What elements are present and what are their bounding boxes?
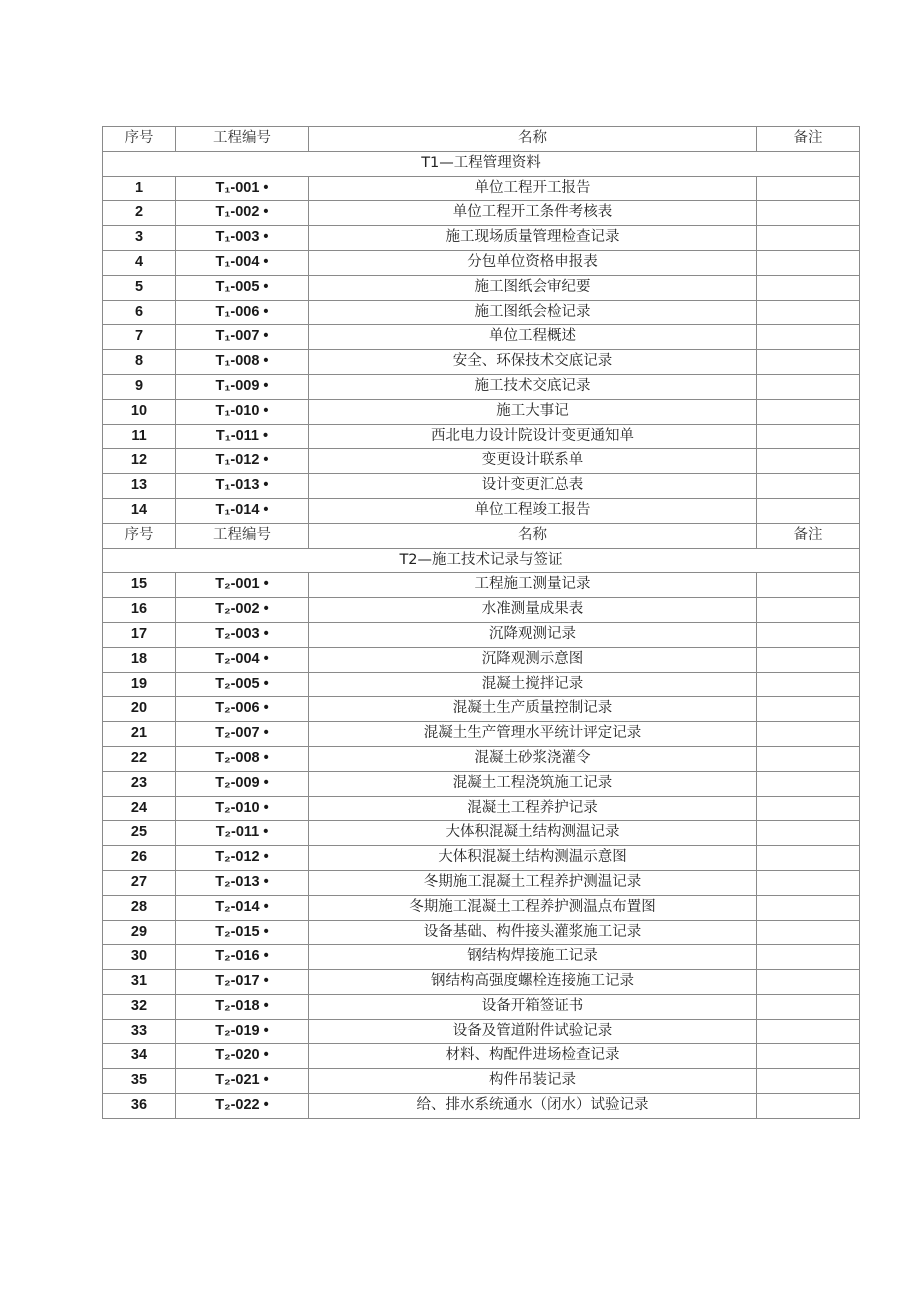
row-note xyxy=(757,622,860,647)
row-note xyxy=(757,1069,860,1094)
table-row xyxy=(103,970,860,995)
row-note xyxy=(757,250,860,275)
row-code-cell xyxy=(176,498,309,523)
row-code-cell xyxy=(176,771,309,796)
row-number: 23 xyxy=(103,771,176,796)
row-name: 施工大事记 xyxy=(309,399,757,424)
row-note xyxy=(757,201,860,226)
row-name: 工程施工测量记录 xyxy=(309,573,757,598)
table-row xyxy=(103,449,860,474)
bullet-mark: • xyxy=(263,1072,269,1089)
row-note xyxy=(757,895,860,920)
row-code-cell xyxy=(176,399,309,424)
table-row xyxy=(103,474,860,499)
row-code-cell xyxy=(176,250,309,275)
table-row xyxy=(103,300,860,325)
row-code-cell xyxy=(176,424,309,449)
row-code: T₂-013 xyxy=(215,873,260,890)
row-number: 8 xyxy=(103,350,176,375)
row-code: T₁-008 xyxy=(215,353,260,370)
table-row xyxy=(103,1069,860,1094)
row-code-cell xyxy=(176,573,309,598)
row-code: T₂-005 xyxy=(215,675,260,692)
row-note xyxy=(757,945,860,970)
bullet-mark: • xyxy=(263,774,269,791)
row-code-cell xyxy=(176,796,309,821)
row-number: 10 xyxy=(103,399,176,424)
row-name: 沉降观测记录 xyxy=(309,622,757,647)
row-code-cell xyxy=(176,374,309,399)
row-code-cell xyxy=(176,622,309,647)
row-code: T₁-003 xyxy=(215,229,260,246)
row-code: T₁-014 xyxy=(215,501,260,518)
row-code: T₂-003 xyxy=(215,625,260,642)
row-number: 31 xyxy=(103,970,176,995)
row-note xyxy=(757,1019,860,1044)
row-code: T₂-014 xyxy=(215,898,260,915)
row-name: 西北电力设计院设计变更通知单 xyxy=(309,424,757,449)
row-code: T₂-022 xyxy=(215,1097,260,1114)
table-row xyxy=(103,201,860,226)
row-code: T₁-011 xyxy=(215,427,259,444)
row-number: 7 xyxy=(103,325,176,350)
table-row xyxy=(103,771,860,796)
row-note xyxy=(757,498,860,523)
table-header-row xyxy=(103,127,860,152)
row-note xyxy=(757,870,860,895)
row-code: T₂-019 xyxy=(215,1022,260,1039)
row-name: 沉降观测示意图 xyxy=(309,647,757,672)
row-name: 冬期施工混凝土工程养护测温点布置图 xyxy=(309,895,757,920)
row-number: 25 xyxy=(103,821,176,846)
row-code: T₂-020 xyxy=(215,1047,260,1064)
bullet-mark: • xyxy=(263,179,269,196)
bullet-mark: • xyxy=(263,377,269,394)
bullet-mark: • xyxy=(263,1047,269,1064)
bullet-mark: • xyxy=(263,824,269,841)
row-code: T₁-012 xyxy=(215,452,260,469)
row-number: 18 xyxy=(103,647,176,672)
bullet-mark: • xyxy=(263,923,269,940)
section-title: T2—施工技术记录与签证 xyxy=(103,548,860,573)
row-name: 设备开箱签证书 xyxy=(309,994,757,1019)
row-note xyxy=(757,771,860,796)
row-code-cell xyxy=(176,895,309,920)
row-code: T₁-004 xyxy=(215,253,260,270)
row-name: 水准测量成果表 xyxy=(309,598,757,623)
row-number: 2 xyxy=(103,201,176,226)
column-header-name: 名称 xyxy=(309,523,757,548)
bullet-mark: • xyxy=(263,278,269,295)
row-code-cell xyxy=(176,176,309,201)
row-note xyxy=(757,399,860,424)
row-code: T₂-009 xyxy=(215,774,260,791)
row-code-cell xyxy=(176,300,309,325)
row-code-cell xyxy=(176,350,309,375)
row-code: T₁-007 xyxy=(215,328,260,345)
section-title-row xyxy=(103,151,860,176)
row-note xyxy=(757,994,860,1019)
row-code-cell xyxy=(176,201,309,226)
table-row xyxy=(103,250,860,275)
table-row xyxy=(103,325,860,350)
row-note xyxy=(757,1044,860,1069)
row-code-cell xyxy=(176,1094,309,1119)
row-code: T₁-002 xyxy=(215,204,260,221)
table-row xyxy=(103,746,860,771)
table-row xyxy=(103,399,860,424)
table-row xyxy=(103,350,860,375)
row-code-cell xyxy=(176,474,309,499)
table-row xyxy=(103,920,860,945)
row-code-cell xyxy=(176,697,309,722)
row-number: 34 xyxy=(103,1044,176,1069)
document-table xyxy=(102,126,860,1119)
row-code: T₂-018 xyxy=(215,997,260,1014)
row-number: 24 xyxy=(103,796,176,821)
row-number: 17 xyxy=(103,622,176,647)
bullet-mark: • xyxy=(263,973,269,990)
column-header-name: 名称 xyxy=(309,127,757,152)
row-code-cell xyxy=(176,275,309,300)
row-note xyxy=(757,275,860,300)
row-note xyxy=(757,374,860,399)
bullet-mark: • xyxy=(263,675,269,692)
row-code: T₂-007 xyxy=(215,725,260,742)
row-number: 3 xyxy=(103,226,176,251)
row-code: T₂-017 xyxy=(215,973,260,990)
row-code: T₂-002 xyxy=(215,601,260,618)
row-code-cell xyxy=(176,994,309,1019)
bullet-mark: • xyxy=(263,204,269,221)
row-name: 钢结构高强度螺栓连接施工记录 xyxy=(309,970,757,995)
table-row xyxy=(103,1019,860,1044)
table-row xyxy=(103,697,860,722)
row-code: T₂-004 xyxy=(215,650,260,667)
column-header-number: 序号 xyxy=(103,127,176,152)
row-name: 混凝土生产质量控制记录 xyxy=(309,697,757,722)
row-note xyxy=(757,350,860,375)
bullet-mark: • xyxy=(263,625,269,642)
row-code: T₂-001 xyxy=(215,576,260,593)
row-note xyxy=(757,300,860,325)
bullet-mark: • xyxy=(263,700,269,717)
row-code-cell xyxy=(176,226,309,251)
table-row xyxy=(103,374,860,399)
row-number: 1 xyxy=(103,176,176,201)
row-code-cell xyxy=(176,1019,309,1044)
bullet-mark: • xyxy=(263,898,269,915)
row-name: 设备基础、构件接头灌浆施工记录 xyxy=(309,920,757,945)
row-number: 11 xyxy=(103,424,176,449)
row-code: T₂-012 xyxy=(215,849,260,866)
row-note xyxy=(757,1094,860,1119)
row-code: T₁-006 xyxy=(215,303,260,320)
row-code-cell xyxy=(176,1069,309,1094)
row-number: 9 xyxy=(103,374,176,399)
section-title-row xyxy=(103,548,860,573)
row-name: 单位工程开工条件考核表 xyxy=(309,201,757,226)
table-row xyxy=(103,573,860,598)
row-note xyxy=(757,846,860,871)
row-code-cell xyxy=(176,970,309,995)
column-header-number: 序号 xyxy=(103,523,176,548)
section-title: T1—工程管理资料 xyxy=(103,151,860,176)
row-note xyxy=(757,325,860,350)
row-note xyxy=(757,449,860,474)
bullet-mark: • xyxy=(263,229,269,246)
table-row xyxy=(103,1094,860,1119)
row-code: T₂-011 xyxy=(215,824,260,841)
row-name: 混凝土工程浇筑施工记录 xyxy=(309,771,757,796)
row-note xyxy=(757,424,860,449)
bullet-mark: • xyxy=(263,650,269,667)
table-row xyxy=(103,821,860,846)
bullet-mark: • xyxy=(263,402,269,419)
row-name: 设备及管道附件试验记录 xyxy=(309,1019,757,1044)
row-name: 分包单位资格申报表 xyxy=(309,250,757,275)
table-row xyxy=(103,722,860,747)
bullet-mark: • xyxy=(263,601,269,618)
table-header-row xyxy=(103,523,860,548)
row-name: 钢结构焊接施工记录 xyxy=(309,945,757,970)
row-number: 12 xyxy=(103,449,176,474)
row-code-cell xyxy=(176,598,309,623)
row-name: 大体积混凝土结构测温记录 xyxy=(309,821,757,846)
row-note xyxy=(757,821,860,846)
row-name: 大体积混凝土结构测温示意图 xyxy=(309,846,757,871)
row-name: 单位工程概述 xyxy=(309,325,757,350)
row-name: 设计变更汇总表 xyxy=(309,474,757,499)
row-name: 冬期施工混凝土工程养护测温记录 xyxy=(309,870,757,895)
table-row xyxy=(103,945,860,970)
row-note xyxy=(757,722,860,747)
row-number: 13 xyxy=(103,474,176,499)
row-code: T₁-001 xyxy=(215,179,260,196)
table-row xyxy=(103,994,860,1019)
bullet-mark: • xyxy=(263,749,269,766)
bullet-mark: • xyxy=(263,452,269,469)
row-note xyxy=(757,647,860,672)
bullet-mark: • xyxy=(263,353,269,370)
row-number: 26 xyxy=(103,846,176,871)
row-code-cell xyxy=(176,920,309,945)
bullet-mark: • xyxy=(263,303,269,320)
row-name: 施工图纸会检记录 xyxy=(309,300,757,325)
row-number: 5 xyxy=(103,275,176,300)
row-code: T₂-008 xyxy=(215,749,260,766)
row-name: 安全、环保技术交底记录 xyxy=(309,350,757,375)
bullet-mark: • xyxy=(263,1022,269,1039)
row-number: 20 xyxy=(103,697,176,722)
bullet-mark: • xyxy=(263,328,269,345)
bullet-mark: • xyxy=(263,427,269,444)
row-code: T₁-010 xyxy=(215,402,260,419)
row-code: T₂-010 xyxy=(215,799,260,816)
row-number: 4 xyxy=(103,250,176,275)
row-code-cell xyxy=(176,821,309,846)
row-name: 变更设计联系单 xyxy=(309,449,757,474)
row-number: 21 xyxy=(103,722,176,747)
row-number: 29 xyxy=(103,920,176,945)
row-note xyxy=(757,573,860,598)
bullet-mark: • xyxy=(263,849,269,866)
table-row xyxy=(103,176,860,201)
row-note xyxy=(757,672,860,697)
row-name: 混凝土生产管理水平统计评定记录 xyxy=(309,722,757,747)
bullet-mark: • xyxy=(263,477,269,494)
table-row xyxy=(103,622,860,647)
bullet-mark: • xyxy=(263,1097,269,1114)
row-code: T₂-015 xyxy=(215,923,260,940)
table-row xyxy=(103,498,860,523)
row-note xyxy=(757,598,860,623)
row-number: 30 xyxy=(103,945,176,970)
row-number: 19 xyxy=(103,672,176,697)
bullet-mark: • xyxy=(263,997,269,1014)
row-code-cell xyxy=(176,722,309,747)
row-note xyxy=(757,920,860,945)
row-note xyxy=(757,746,860,771)
row-code: T₁-005 xyxy=(215,278,260,295)
row-code: T₂-021 xyxy=(215,1072,260,1089)
row-name: 混凝土砂浆浇灌令 xyxy=(309,746,757,771)
row-note xyxy=(757,970,860,995)
row-name: 给、排水系统通水（闭水）试验记录 xyxy=(309,1094,757,1119)
table-row xyxy=(103,1044,860,1069)
table-row xyxy=(103,647,860,672)
table-row xyxy=(103,275,860,300)
row-note xyxy=(757,796,860,821)
row-name: 施工图纸会审纪要 xyxy=(309,275,757,300)
row-number: 6 xyxy=(103,300,176,325)
row-name: 施工现场质量管理检查记录 xyxy=(309,226,757,251)
row-code: T₁-013 xyxy=(215,477,260,494)
bullet-mark: • xyxy=(263,799,269,816)
row-name: 单位工程竣工报告 xyxy=(309,498,757,523)
row-code-cell xyxy=(176,846,309,871)
row-number: 36 xyxy=(103,1094,176,1119)
row-name: 施工技术交底记录 xyxy=(309,374,757,399)
table-row xyxy=(103,846,860,871)
table-row xyxy=(103,598,860,623)
row-code: T₁-009 xyxy=(215,377,260,394)
row-name: 混凝土搅拌记录 xyxy=(309,672,757,697)
row-note xyxy=(757,697,860,722)
row-number: 22 xyxy=(103,746,176,771)
row-number: 28 xyxy=(103,895,176,920)
row-note xyxy=(757,226,860,251)
table-row xyxy=(103,796,860,821)
row-code-cell xyxy=(176,870,309,895)
row-number: 32 xyxy=(103,994,176,1019)
bullet-mark: • xyxy=(263,253,269,270)
row-number: 35 xyxy=(103,1069,176,1094)
bullet-mark: • xyxy=(263,725,269,742)
row-note xyxy=(757,474,860,499)
row-code-cell xyxy=(176,1044,309,1069)
column-header-note: 备注 xyxy=(757,127,860,152)
row-number: 16 xyxy=(103,598,176,623)
bullet-mark: • xyxy=(263,576,269,593)
column-header-code: 工程编号 xyxy=(176,523,309,548)
row-code-cell xyxy=(176,325,309,350)
bullet-mark: • xyxy=(263,873,269,890)
row-number: 15 xyxy=(103,573,176,598)
row-code: T₂-006 xyxy=(215,700,260,717)
row-name: 材料、构配件进场检查记录 xyxy=(309,1044,757,1069)
row-number: 27 xyxy=(103,870,176,895)
row-number: 33 xyxy=(103,1019,176,1044)
row-code-cell xyxy=(176,945,309,970)
table-row xyxy=(103,226,860,251)
table-row xyxy=(103,672,860,697)
bullet-mark: • xyxy=(263,501,269,518)
row-code: T₂-016 xyxy=(215,948,260,965)
column-header-note: 备注 xyxy=(757,523,860,548)
row-name: 单位工程开工报告 xyxy=(309,176,757,201)
row-number: 14 xyxy=(103,498,176,523)
table-row xyxy=(103,895,860,920)
row-code-cell xyxy=(176,449,309,474)
row-name: 构件吊装记录 xyxy=(309,1069,757,1094)
row-code-cell xyxy=(176,647,309,672)
bullet-mark: • xyxy=(263,948,269,965)
row-code-cell xyxy=(176,746,309,771)
table-row xyxy=(103,870,860,895)
row-name: 混凝土工程养护记录 xyxy=(309,796,757,821)
column-header-code: 工程编号 xyxy=(176,127,309,152)
row-note xyxy=(757,176,860,201)
table-row xyxy=(103,424,860,449)
row-code-cell xyxy=(176,672,309,697)
